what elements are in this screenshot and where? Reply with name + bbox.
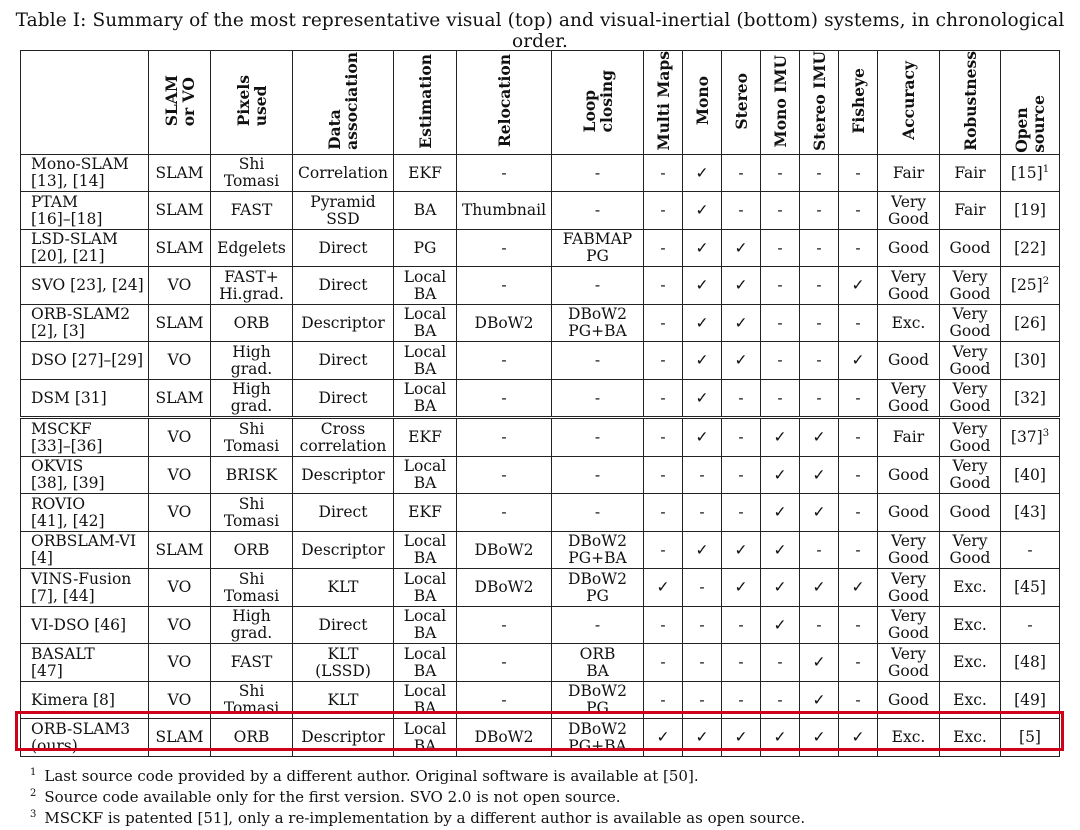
cell-estimation: Local BA — [394, 644, 457, 682]
cell-open-source: - — [1001, 531, 1060, 569]
table-row — [21, 719, 1060, 757]
col-header-accuracy: Accuracy — [878, 51, 940, 155]
cell-estimation: Local BA — [394, 719, 457, 757]
cell-fisheye: - — [839, 304, 878, 342]
cell-fisheye: ✓ — [839, 267, 878, 305]
cell-fisheye: - — [839, 606, 878, 644]
cell-mono-imu: ✓ — [761, 531, 800, 569]
cell-open-source: [26] — [1001, 304, 1060, 342]
cell-fisheye: - — [839, 154, 878, 192]
cell-multi-maps: ✓ — [644, 719, 683, 757]
cell-stereo-imu: - — [800, 606, 839, 644]
cell-pixels-used: FAST+ Hi.grad. — [211, 267, 293, 305]
cell-multi-maps: - — [644, 229, 683, 267]
cell-name-col: ORB-SLAM2 [2], [3] — [21, 304, 149, 342]
col-header-robustness: Robustness — [940, 51, 1001, 155]
cell-slam-or-vo: SLAM — [149, 229, 211, 267]
cell-estimation: Local BA — [394, 569, 457, 607]
cell-estimation: Local BA — [394, 342, 457, 380]
cell-relocation: - — [457, 456, 552, 494]
cell-multi-maps: - — [644, 531, 683, 569]
cell-name-col: ROVIO [41], [42] — [21, 494, 149, 532]
cell-accuracy: Exc. — [878, 719, 940, 757]
col-header-open-source: Open source — [1001, 51, 1060, 155]
cell-open-source: [48] — [1001, 644, 1060, 682]
cell-mono: ✓ — [683, 531, 722, 569]
cell-stereo: - — [722, 606, 761, 644]
cell-accuracy: Very Good — [878, 644, 940, 682]
cell-stereo: - — [722, 494, 761, 532]
cell-relocation: - — [457, 418, 552, 457]
cell-stereo-imu: - — [800, 229, 839, 267]
cell-relocation: DBoW2 — [457, 531, 552, 569]
cell-stereo: ✓ — [722, 267, 761, 305]
col-header-slam-or-vo: SLAM or VO — [149, 51, 211, 155]
cell-multi-maps: - — [644, 379, 683, 418]
cell-estimation: Local BA — [394, 267, 457, 305]
table-caption: Table I: Summary of the most representative visual (top) and visual-inertial (bottom) systems, in chronological order. — [15, 10, 1065, 52]
cell-estimation: EKF — [394, 418, 457, 457]
cell-mono-imu: - — [761, 342, 800, 380]
cell-estimation: BA — [394, 192, 457, 230]
cell-mono-imu: ✓ — [761, 494, 800, 532]
cell-mono-imu: - — [761, 644, 800, 682]
cell-accuracy: Good — [878, 681, 940, 719]
cell-stereo-imu: ✓ — [800, 681, 839, 719]
cell-pixels-used: Shi Tomasi — [211, 681, 293, 719]
cell-mono-imu: - — [761, 304, 800, 342]
cell-slam-or-vo: SLAM — [149, 304, 211, 342]
cell-open-source: [43] — [1001, 494, 1060, 532]
cell-multi-maps: - — [644, 342, 683, 380]
cell-fisheye: - — [839, 456, 878, 494]
cell-relocation: - — [457, 494, 552, 532]
table-row — [21, 304, 1060, 342]
cell-loop-closing: - — [552, 154, 644, 192]
cell-mono: ✓ — [683, 342, 722, 380]
cell-mono: ✓ — [683, 154, 722, 192]
cell-stereo: ✓ — [722, 569, 761, 607]
footnote-mark: 2 — [1042, 275, 1050, 287]
cell-pixels-used: Shi Tomasi — [211, 494, 293, 532]
cell-relocation: DBoW2 — [457, 569, 552, 607]
table-row — [21, 154, 1060, 192]
cell-stereo: ✓ — [722, 304, 761, 342]
cell-robustness: Very Good — [940, 531, 1001, 569]
cell-mono: ✓ — [683, 379, 722, 418]
cell-robustness: Very Good — [940, 456, 1001, 494]
cell-mono-imu: - — [761, 154, 800, 192]
cell-stereo: - — [722, 192, 761, 230]
cell-mono: - — [683, 606, 722, 644]
cell-mono-imu: - — [761, 229, 800, 267]
cell-mono-imu: ✓ — [761, 569, 800, 607]
cell-data-association: Descriptor — [293, 719, 394, 757]
cell-name-col: PTAM [16]–[18] — [21, 192, 149, 230]
cell-robustness: Fair — [940, 192, 1001, 230]
cell-pixels-used: Shi Tomasi — [211, 418, 293, 457]
cell-open-source: [22] — [1001, 229, 1060, 267]
cell-stereo: ✓ — [722, 531, 761, 569]
cell-name-col: Kimera [8] — [21, 681, 149, 719]
cell-name-col: BASALT [47] — [21, 644, 149, 682]
cell-slam-or-vo: SLAM — [149, 531, 211, 569]
cell-relocation: - — [457, 606, 552, 644]
cell-fisheye: - — [839, 379, 878, 418]
cell-slam-or-vo: SLAM — [149, 154, 211, 192]
cell-mono: ✓ — [683, 267, 722, 305]
cell-slam-or-vo: SLAM — [149, 192, 211, 230]
cell-mono-imu: ✓ — [761, 456, 800, 494]
cell-stereo: ✓ — [722, 342, 761, 380]
cell-loop-closing: DBoW2 PG — [552, 681, 644, 719]
cell-fisheye: ✓ — [839, 569, 878, 607]
cell-relocation: - — [457, 229, 552, 267]
footnote-mark: 1 — [1042, 163, 1050, 175]
cell-robustness: Very Good — [940, 267, 1001, 305]
col-header-loop-closing: Loop closing — [552, 51, 644, 155]
cell-multi-maps: - — [644, 304, 683, 342]
cell-pixels-used: High grad. — [211, 379, 293, 418]
cell-mono: ✓ — [683, 418, 722, 457]
cell-stereo: - — [722, 681, 761, 719]
cell-open-source: $[37]^3$ — [1001, 418, 1060, 457]
cell-relocation: DBoW2 — [457, 304, 552, 342]
cell-loop-closing: - — [552, 418, 644, 457]
cell-robustness: Fair — [940, 154, 1001, 192]
table-row — [21, 494, 1060, 532]
cell-data-association: Direct — [293, 267, 394, 305]
col-header-relocation: Relocation — [457, 51, 552, 155]
cell-estimation: Local BA — [394, 379, 457, 418]
cell-estimation: Local BA — [394, 606, 457, 644]
cell-multi-maps: - — [644, 418, 683, 457]
cell-estimation: EKF — [394, 494, 457, 532]
cell-stereo-imu: - — [800, 304, 839, 342]
cell-stereo-imu: - — [800, 154, 839, 192]
cell-relocation: - — [457, 681, 552, 719]
cell-mono-imu: ✓ — [761, 606, 800, 644]
cell-accuracy: Exc. — [878, 304, 940, 342]
footnote: $^1$ Last source code provided by a different author. Original software is available at [50]. — [30, 767, 699, 785]
cell-estimation: Local BA — [394, 456, 457, 494]
cell-data-association: Direct — [293, 494, 394, 532]
cell-stereo: - — [722, 379, 761, 418]
cell-mono: ✓ — [683, 229, 722, 267]
cell-accuracy: Good — [878, 229, 940, 267]
cell-mono-imu: ✓ — [761, 719, 800, 757]
cell-accuracy: Fair — [878, 154, 940, 192]
col-header-pixels-used: Pixels used — [211, 51, 293, 155]
cell-stereo-imu: ✓ — [800, 494, 839, 532]
cell-mono-imu: - — [761, 192, 800, 230]
cell-loop-closing: FABMAP PG — [552, 229, 644, 267]
table-row — [21, 267, 1060, 305]
cell-stereo-imu: - — [800, 192, 839, 230]
cell-multi-maps: - — [644, 644, 683, 682]
table-row — [21, 531, 1060, 569]
cell-name-col: DSO [27]–[29] — [21, 342, 149, 380]
cell-loop-closing: DBoW2 PG — [552, 569, 644, 607]
cell-stereo: - — [722, 418, 761, 457]
cell-loop-closing: - — [552, 494, 644, 532]
cell-robustness: Exc. — [940, 569, 1001, 607]
cell-stereo-imu: ✓ — [800, 644, 839, 682]
cell-open-source: [32] — [1001, 379, 1060, 418]
cell-accuracy: Good — [878, 494, 940, 532]
table-row — [21, 342, 1060, 380]
cell-mono: - — [683, 456, 722, 494]
cell-open-source: - — [1001, 606, 1060, 644]
cell-data-association: Descriptor — [293, 456, 394, 494]
cell-name-col: OKVIS [38], [39] — [21, 456, 149, 494]
cell-pixels-used: Shi Tomasi — [211, 569, 293, 607]
cell-accuracy: Very Good — [878, 192, 940, 230]
cell-relocation: DBoW2 — [457, 719, 552, 757]
cell-loop-closing: - — [552, 267, 644, 305]
cell-open-source: [30] — [1001, 342, 1060, 380]
cell-robustness: Exc. — [940, 644, 1001, 682]
cell-pixels-used: High grad. — [211, 606, 293, 644]
cell-estimation: PG — [394, 229, 457, 267]
cell-loop-closing: DBoW2 PG+BA — [552, 719, 644, 757]
cell-relocation: - — [457, 267, 552, 305]
cell-multi-maps: - — [644, 192, 683, 230]
cell-name-col: ORBSLAM-VI [4] — [21, 531, 149, 569]
cell-loop-closing: - — [552, 342, 644, 380]
cell-robustness: Very Good — [940, 304, 1001, 342]
cell-estimation: EKF — [394, 154, 457, 192]
cell-pixels-used: Shi Tomasi — [211, 154, 293, 192]
cell-mono: - — [683, 644, 722, 682]
summary-table — [20, 50, 1060, 757]
cell-stereo-imu: ✓ — [800, 456, 839, 494]
cell-accuracy: Very Good — [878, 569, 940, 607]
footnote-mark: 3 — [1042, 427, 1050, 439]
cell-pixels-used: ORB — [211, 304, 293, 342]
cell-pixels-used: ORB — [211, 531, 293, 569]
cell-fisheye: - — [839, 681, 878, 719]
cell-relocation: - — [457, 154, 552, 192]
cell-stereo: - — [722, 456, 761, 494]
cell-name-col: MSCKF [33]–[36] — [21, 418, 149, 457]
cell-mono-imu: - — [761, 681, 800, 719]
cell-loop-closing: ORB BA — [552, 644, 644, 682]
cell-relocation: - — [457, 342, 552, 380]
cell-name-col: SVO [23], [24] — [21, 267, 149, 305]
table-row — [21, 644, 1060, 682]
cell-loop-closing: - — [552, 379, 644, 418]
cell-robustness: Very Good — [940, 379, 1001, 418]
cell-robustness: Very Good — [940, 342, 1001, 380]
cell-fisheye: - — [839, 494, 878, 532]
cell-accuracy: Fair — [878, 418, 940, 457]
header-row — [21, 51, 1060, 155]
cell-stereo: - — [722, 644, 761, 682]
cell-slam-or-vo: VO — [149, 681, 211, 719]
cell-stereo: - — [722, 154, 761, 192]
cell-estimation: Local BA — [394, 304, 457, 342]
col-header-mono-imu: Mono IMU — [761, 51, 800, 155]
cell-name-col: ORB-SLAM3 (ours) — [21, 719, 149, 757]
cell-name-col: LSD-SLAM [20], [21] — [21, 229, 149, 267]
cell-open-source: [19] — [1001, 192, 1060, 230]
cell-slam-or-vo: VO — [149, 456, 211, 494]
footnotes — [30, 766, 805, 829]
cell-mono: - — [683, 681, 722, 719]
footnote: $^2$ Source code available only for the first version. SVO 2.0 is not open source. — [30, 788, 621, 806]
cell-name-col: VI-DSO [46] — [21, 606, 149, 644]
cell-multi-maps: - — [644, 494, 683, 532]
table-row — [21, 569, 1060, 607]
cell-multi-maps: ✓ — [644, 569, 683, 607]
cell-mono: - — [683, 494, 722, 532]
cell-name-col: Mono-SLAM [13], [14] — [21, 154, 149, 192]
cell-data-association: KLT — [293, 681, 394, 719]
cell-mono: ✓ — [683, 304, 722, 342]
cell-accuracy: Good — [878, 456, 940, 494]
cell-accuracy: Very Good — [878, 379, 940, 418]
table-row — [21, 606, 1060, 644]
cell-pixels-used: BRISK — [211, 456, 293, 494]
cell-stereo: ✓ — [722, 719, 761, 757]
cell-loop-closing: DBoW2 PG+BA — [552, 304, 644, 342]
cell-pixels-used: High grad. — [211, 342, 293, 380]
cell-estimation: Local BA — [394, 531, 457, 569]
cell-estimation: Local BA — [394, 681, 457, 719]
cell-pixels-used: FAST — [211, 192, 293, 230]
col-header-multi-maps: Multi Maps — [644, 51, 683, 155]
table-row — [21, 418, 1060, 457]
cell-data-association: Pyramid SSD — [293, 192, 394, 230]
cell-loop-closing: - — [552, 192, 644, 230]
cell-slam-or-vo: VO — [149, 644, 211, 682]
cell-mono-imu: ✓ — [761, 418, 800, 457]
cell-mono: ✓ — [683, 192, 722, 230]
cell-stereo-imu: - — [800, 531, 839, 569]
cell-fisheye: ✓ — [839, 342, 878, 380]
cell-open-source: [45] — [1001, 569, 1060, 607]
table-row — [21, 681, 1060, 719]
cell-stereo-imu: - — [800, 342, 839, 380]
cell-loop-closing: DBoW2 PG+BA — [552, 531, 644, 569]
cell-pixels-used: ORB — [211, 719, 293, 757]
cell-data-association: Descriptor — [293, 531, 394, 569]
table-row — [21, 229, 1060, 267]
cell-relocation: - — [457, 644, 552, 682]
cell-slam-or-vo: VO — [149, 267, 211, 305]
cell-stereo-imu: ✓ — [800, 719, 839, 757]
cell-pixels-used: FAST — [211, 644, 293, 682]
cell-data-association: Direct — [293, 229, 394, 267]
cell-data-association: KLT — [293, 569, 394, 607]
cell-open-source: $[15]^1$ — [1001, 154, 1060, 192]
cell-slam-or-vo: VO — [149, 342, 211, 380]
col-header-stereo-imu: Stereo IMU — [800, 51, 839, 155]
cell-fisheye: - — [839, 229, 878, 267]
cell-data-association: Cross correlation — [293, 418, 394, 457]
cell-data-association: Correlation — [293, 154, 394, 192]
col-header-stereo: Stereo — [722, 51, 761, 155]
footnote: $^3$ MSCKF is patented [51], only a re-implementation by a different author is available as open source. — [30, 809, 806, 827]
cell-loop-closing: - — [552, 606, 644, 644]
cell-stereo-imu: ✓ — [800, 569, 839, 607]
cell-accuracy: Very Good — [878, 606, 940, 644]
cell-fisheye: - — [839, 644, 878, 682]
cell-pixels-used: Edgelets — [211, 229, 293, 267]
cell-stereo: ✓ — [722, 229, 761, 267]
cell-mono: ✓ — [683, 719, 722, 757]
cell-name-col: DSM [31] — [21, 379, 149, 418]
cell-name-col: VINS-Fusion [7], [44] — [21, 569, 149, 607]
table-row — [21, 192, 1060, 230]
cell-mono-imu: - — [761, 379, 800, 418]
cell-relocation: Thumbnail — [457, 192, 552, 230]
cell-slam-or-vo: SLAM — [149, 719, 211, 757]
cell-data-association: Direct — [293, 606, 394, 644]
cell-multi-maps: - — [644, 267, 683, 305]
cell-stereo-imu: ✓ — [800, 418, 839, 457]
cell-accuracy: Very Good — [878, 531, 940, 569]
cell-open-source: [5] — [1001, 719, 1060, 757]
cell-open-source: [40] — [1001, 456, 1060, 494]
cell-fisheye: - — [839, 418, 878, 457]
cell-mono: - — [683, 569, 722, 607]
cell-slam-or-vo: VO — [149, 494, 211, 532]
cell-data-association: KLT (LSSD) — [293, 644, 394, 682]
col-header-mono: Mono — [683, 51, 722, 155]
cell-relocation: - — [457, 379, 552, 418]
cell-fisheye: - — [839, 192, 878, 230]
cell-data-association: Direct — [293, 342, 394, 380]
cell-fisheye: ✓ — [839, 719, 878, 757]
cell-robustness: Good — [940, 494, 1001, 532]
cell-robustness: Good — [940, 229, 1001, 267]
cell-robustness: Exc. — [940, 606, 1001, 644]
cell-multi-maps: - — [644, 154, 683, 192]
cell-slam-or-vo: VO — [149, 569, 211, 607]
cell-multi-maps: - — [644, 606, 683, 644]
cell-data-association: Direct — [293, 379, 394, 418]
col-header-data-association: Data association — [293, 51, 394, 155]
cell-accuracy: Good — [878, 342, 940, 380]
cell-open-source: [49] — [1001, 681, 1060, 719]
cell-robustness: Exc. — [940, 719, 1001, 757]
cell-robustness: Very Good — [940, 418, 1001, 457]
cell-robustness: Exc. — [940, 681, 1001, 719]
table-row — [21, 456, 1060, 494]
cell-stereo-imu: - — [800, 379, 839, 418]
col-header-estimation: Estimation — [394, 51, 457, 155]
col-header-name-col — [21, 51, 149, 155]
cell-multi-maps: - — [644, 456, 683, 494]
col-header-fisheye: Fisheye — [839, 51, 878, 155]
cell-accuracy: Very Good — [878, 267, 940, 305]
cell-fisheye: - — [839, 531, 878, 569]
cell-loop-closing: - — [552, 456, 644, 494]
cell-mono-imu: - — [761, 267, 800, 305]
cell-slam-or-vo: VO — [149, 606, 211, 644]
cell-stereo-imu: - — [800, 267, 839, 305]
cell-open-source: $[25]^2$ — [1001, 267, 1060, 305]
table-row — [21, 379, 1060, 418]
cell-multi-maps: - — [644, 681, 683, 719]
cell-data-association: Descriptor — [293, 304, 394, 342]
cell-slam-or-vo: VO — [149, 418, 211, 457]
cell-slam-or-vo: SLAM — [149, 379, 211, 418]
